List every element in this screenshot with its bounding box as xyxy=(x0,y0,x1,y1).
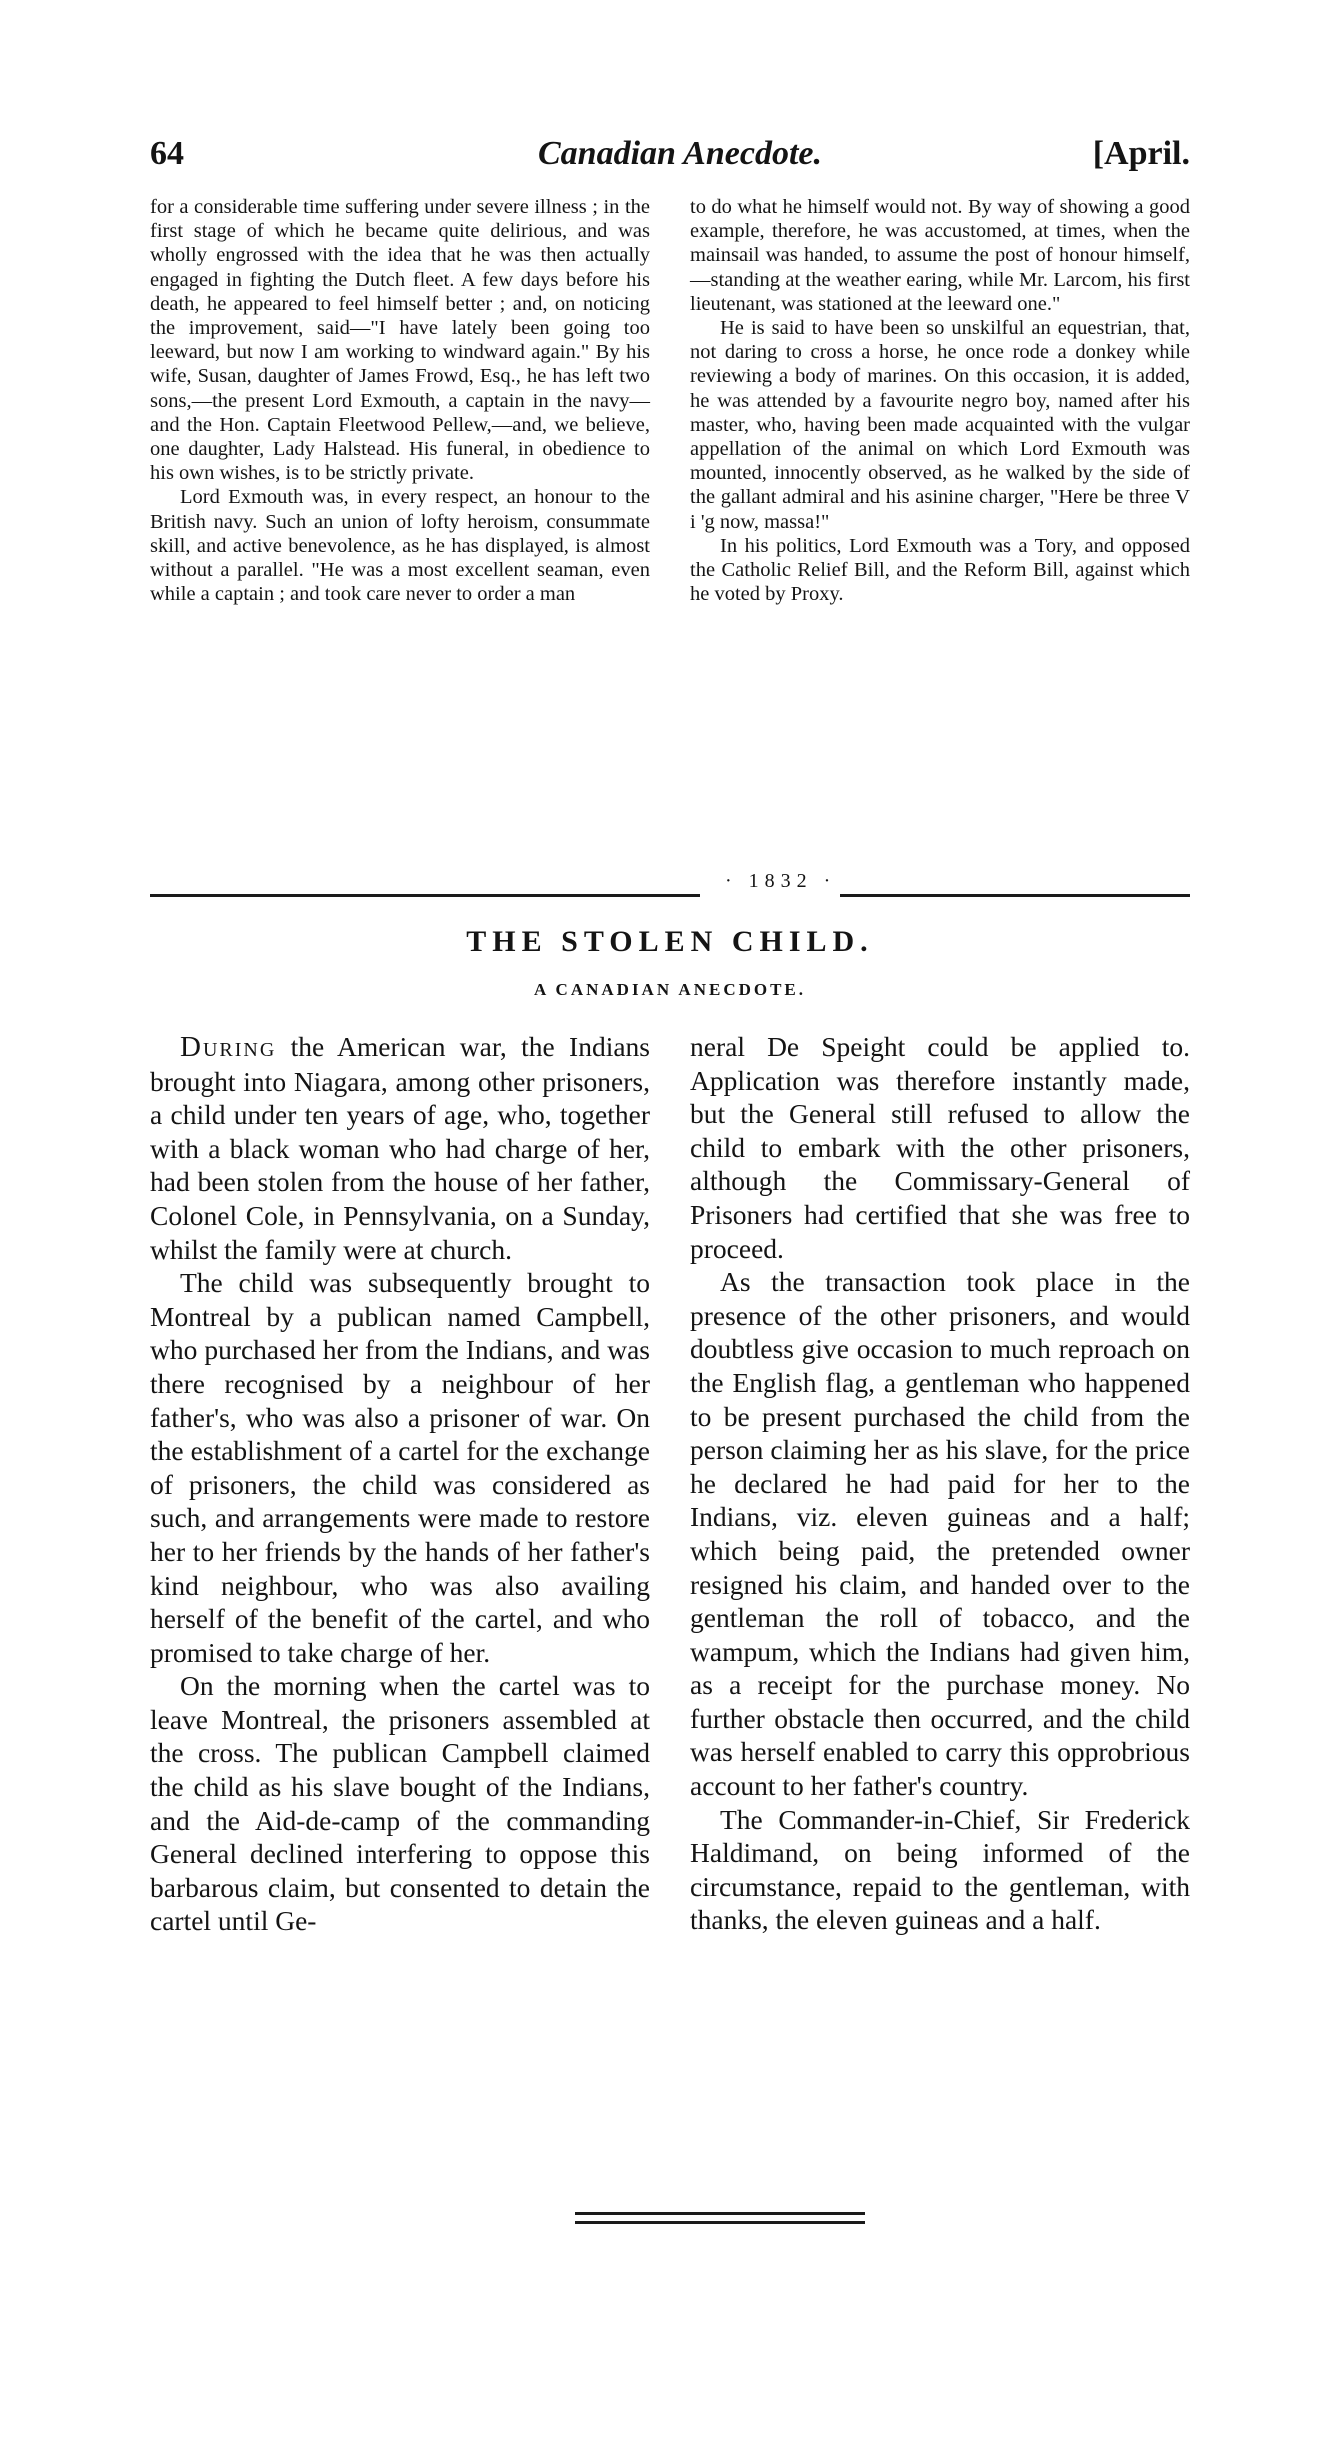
end-rule-bottom xyxy=(575,2221,865,2224)
paragraph: for a considerable time suffering under severe illness ; in the first stage of which he became quite delirious, and was wholly engrossed with the idea that he was then actually engaged in fighting the Dutch fleet. A few days before his death, he appeared to feel himself better ; and, on noticing the improvement, said—"I have lately been going too leeward, but now I am working to windward again." By his wife, Susan, daughter of James Frowd, Esq., he has left two sons,—the present Lord Exmouth, a captain in the navy—and the Hon. Captain Fleetwood Pellew,—and, we believe, one daughter, Lady Halstead. His funeral, in obedience to his own wishes, is to be strictly private. xyxy=(150,196,650,485)
running-title: Canadian Anecdote. xyxy=(538,135,822,172)
article-subtitle: A CANADIAN ANECDOTE. xyxy=(533,980,807,999)
paragraph: On the morning when the cartel was to leave Montreal, the prisoners assembled at the cross. The publican Campbell claimed the child as his slave bought of the Indians, and the Aid-de-camp of the commanding General declined interfering to oppose this barbarous claim, but consented to detain the cartel until Ge- xyxy=(150,1670,650,1937)
paragraph: The child was subsequently brought to Montreal by a publican named Campbell, who purchased her from the Indians, and was there recognised by a neighbour of her father's, who was also a prisoner of war. On the establishment of a cartel for the exchange of prisoners, the child was considered as such, and arrangements were made to restore her to her friends by the hands of her father's kind neighbour, who was also availing herself of the benefit of the cartel, and who promised to take charge of her. xyxy=(150,1267,650,1668)
article-right-column xyxy=(690,1030,1190,1937)
top-left-column xyxy=(150,195,650,606)
divider-line-left xyxy=(150,894,700,897)
paragraph xyxy=(150,1030,650,1266)
article-left-column xyxy=(150,1030,650,1938)
paragraph: The Commander-in-Chief, Sir Frederick Haldimand, on being informed of the circumstance, repaid to the gentleman, with thanks, the eleven guineas and a half. xyxy=(690,1803,1190,1936)
paragraph-text: the American war, the Indians brought into Niagara, among other prisoners, a child under ten years of age, who, together with a black woman who had charge of her, had been stolen from the house of her father, Colonel Cole, in Pennsylvania, on a Sunday, whilst the family were at church. xyxy=(150,1031,650,1265)
paragraph: Lord Exmouth was, in every respect, an honour to the British navy. Such an union of lofty heroism, consummate skill, and active benevolence, as he has displayed, is almost without a parallel. "He was a most excellent seaman, even while a captain ; and took care never to order a man xyxy=(150,486,650,606)
paragraph: to do what he himself would not. By way of showing a good example, therefore, he was accustomed, at times, when the mainsail was handed, to assume the post of honour himself,—standing at the weather earing, while Mr. Larcom, his first lieutenant, was stationed at the leeward one." xyxy=(690,196,1190,315)
divider-ornament: · 1832 · xyxy=(725,870,837,892)
paragraph: In his politics, Lord Exmouth was a Tory, and opposed the Catholic Relief Bill, and the Reform Bill, against which he voted by Proxy. xyxy=(690,534,1190,606)
section-divider xyxy=(150,870,1190,910)
paragraph: He is said to have been so unskilful an equestrian, that, not daring to cross a horse, he once rode a donkey while reviewing a body of marines. On this occasion, it is added, he was attended by a favourite negro boy, named after his master, who, having been made acquainted with the vulgar appellation of the animal on which Lord Exmouth was mounted, innocently observed, as he walked by the side of the gallant admiral and his asinine charger, "Here be three V i 'g now, massa!" xyxy=(690,317,1190,533)
end-rule-top xyxy=(575,2212,865,2215)
paragraph: As the transaction took place in the presence of the other prisoners, and would doubtless give occasion to much reproach on the English flag, a gentleman who happened to be present purchased the child from the person claiming her as his slave, for the price he declared he had paid for her to the Indians, viz. eleven guineas and a half; which being paid, the pretended owner resigned his claim, and handed over to the gentleman the roll of tobacco, and the wampum, which the Indians had given him, as a receipt for the purchase money. No further obstacle then occurred, and the child was herself enabled to carry this opprobrious account to her father's country. xyxy=(690,1266,1190,1802)
header-date: [April. xyxy=(1092,135,1190,172)
page-number: 64 xyxy=(150,135,184,172)
divider-line-right xyxy=(840,894,1190,897)
paragraph: neral De Speight could be applied to. Application was therefore instantly made, but the General still refused to allow the child to embark with the other prisoners, although the Commissary-General of Prisoners had certified that she was free to proceed. xyxy=(690,1031,1190,1264)
page-header xyxy=(150,135,1190,179)
opening-word: During xyxy=(180,1031,277,1063)
top-right-column xyxy=(690,195,1190,606)
article-title: THE STOLEN CHILD. xyxy=(466,925,874,958)
